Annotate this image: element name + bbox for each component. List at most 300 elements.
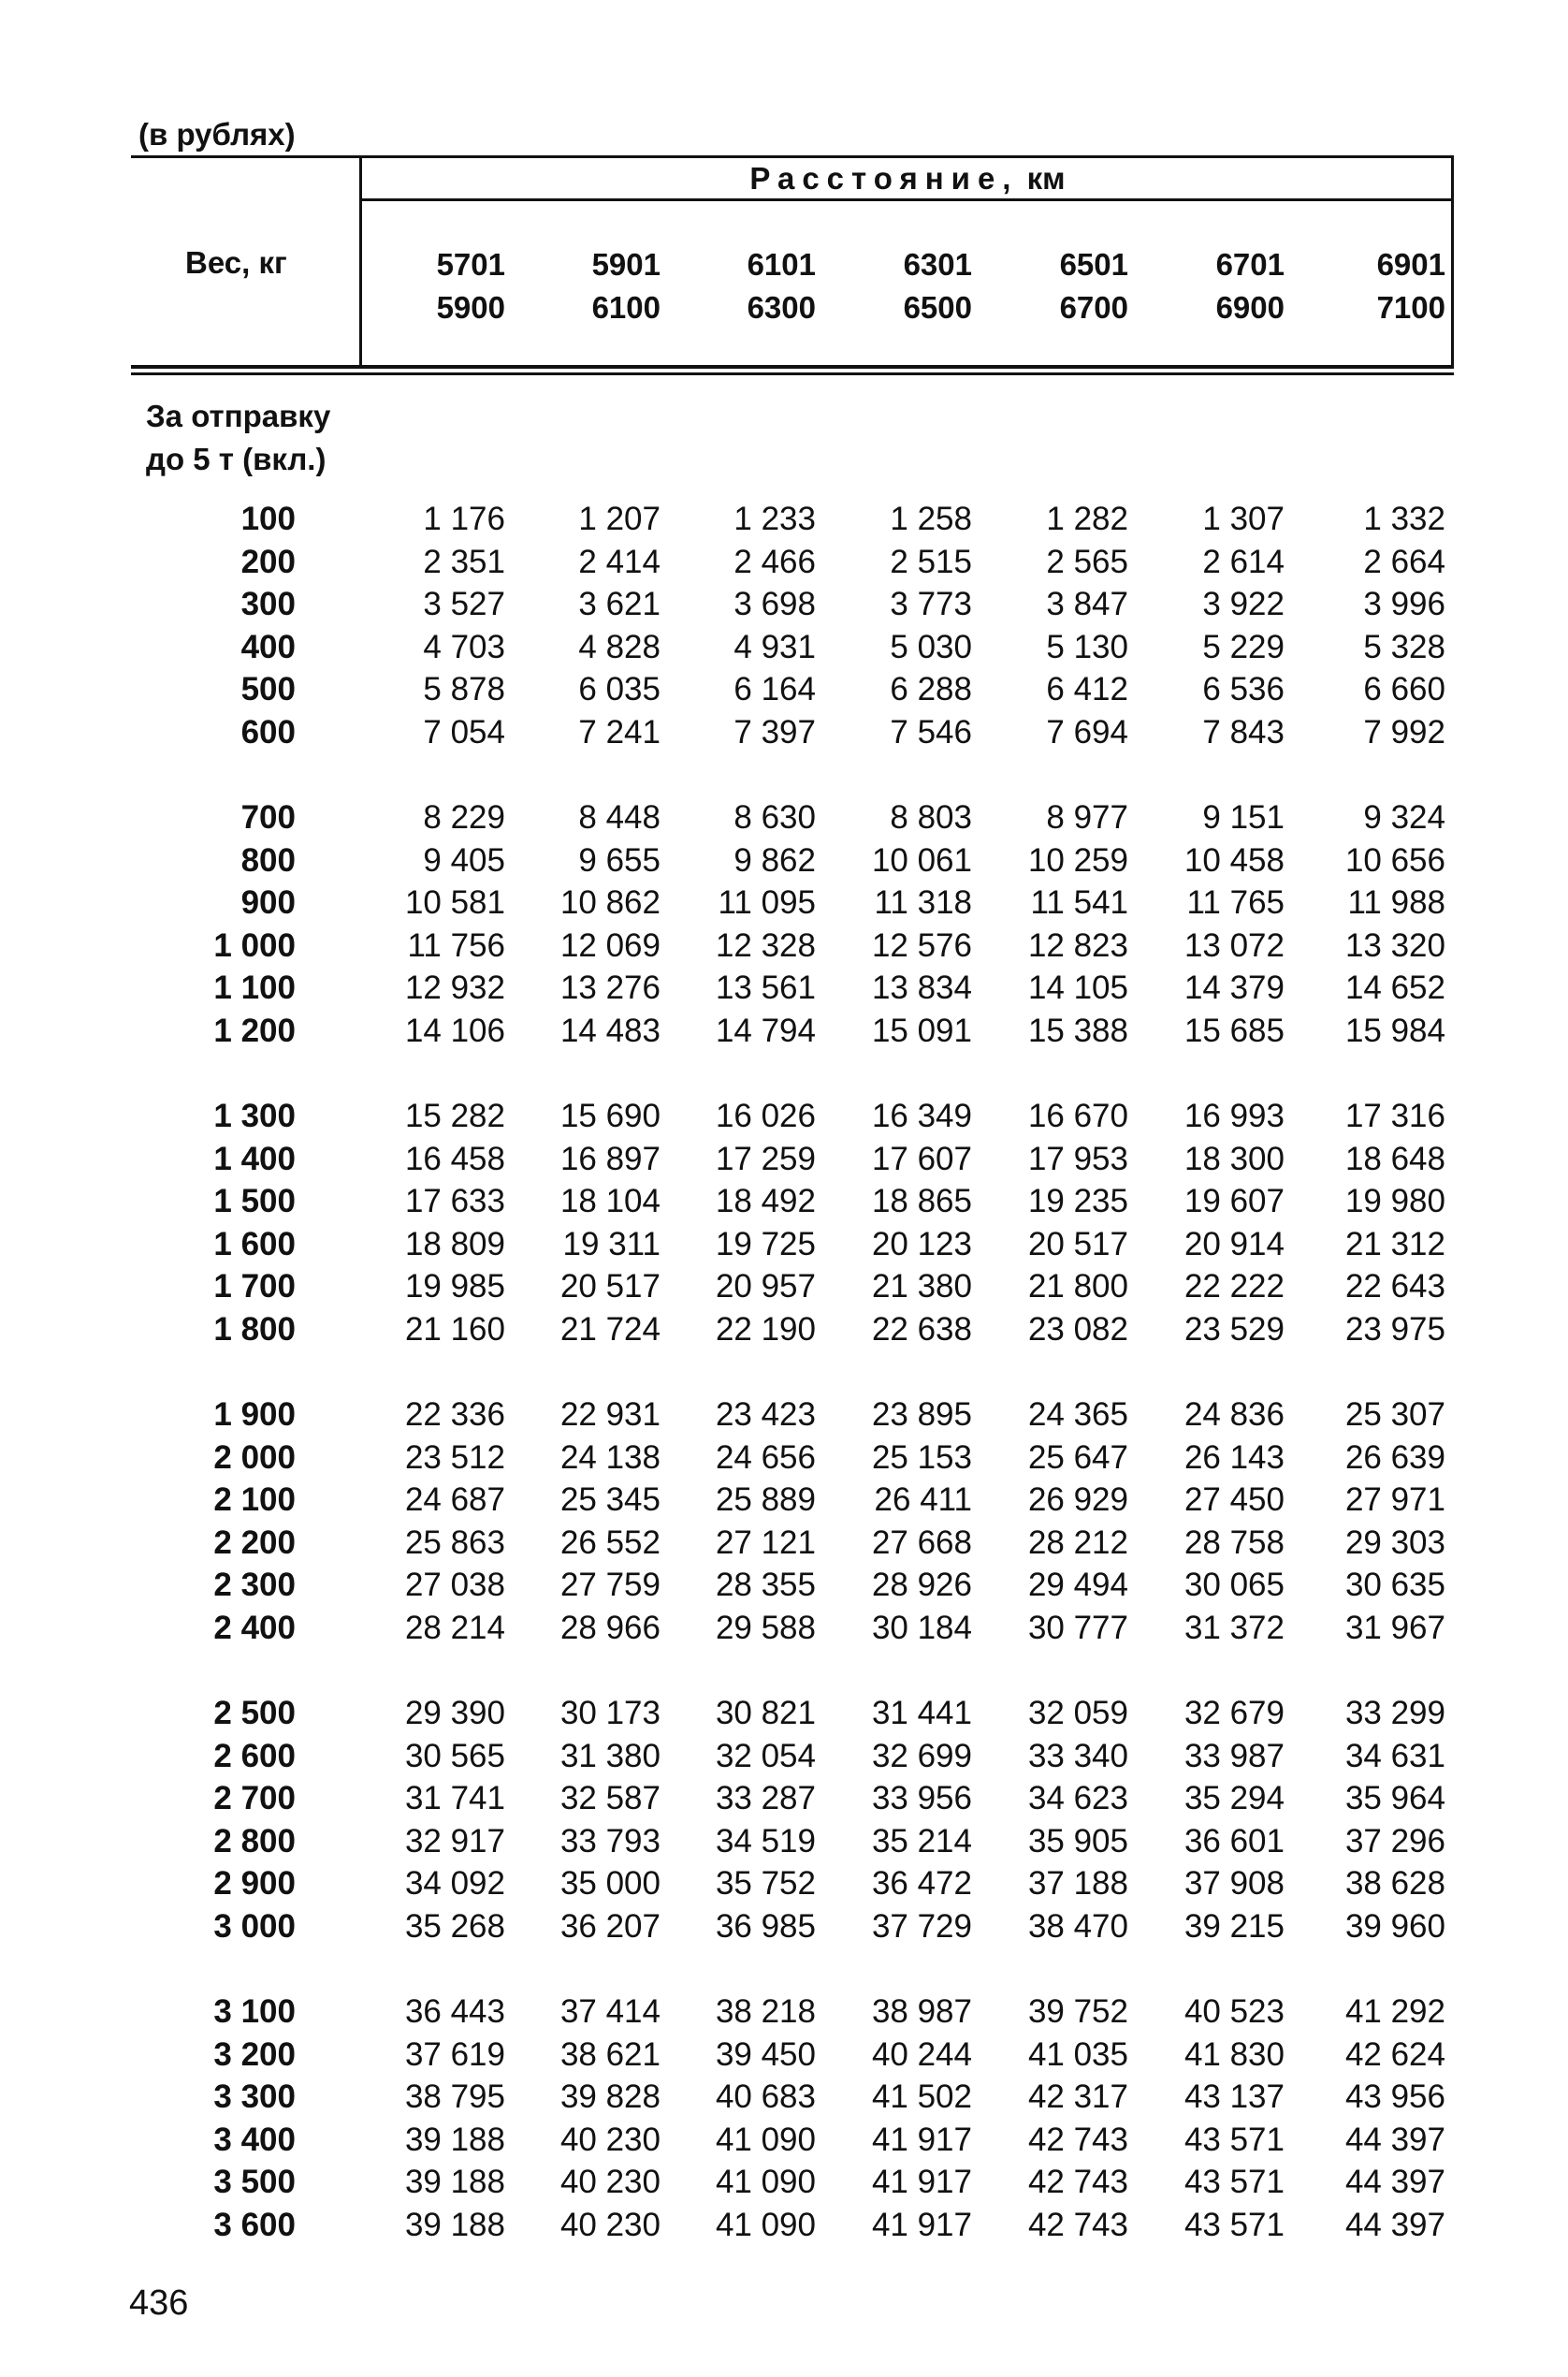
tariff-cell: 14 652 bbox=[1344, 970, 1445, 1006]
tariff-cell: 14 794 bbox=[715, 1013, 816, 1049]
tariff-cell: 15 984 bbox=[1344, 1013, 1445, 1049]
tariff-cell: 10 862 bbox=[559, 884, 661, 921]
range-to: 7100 bbox=[1376, 290, 1445, 325]
tariff-cell: 33 299 bbox=[1344, 1695, 1445, 1731]
tariff-cell: 33 987 bbox=[1183, 1738, 1285, 1774]
section-label-line-2: до 5 т (вкл.) bbox=[146, 442, 327, 476]
section-label bbox=[146, 395, 330, 481]
tariff-cell: 18 492 bbox=[715, 1183, 816, 1219]
tariff-cell: 29 588 bbox=[715, 1610, 816, 1646]
tariff-cell: 15 388 bbox=[1027, 1013, 1128, 1049]
tariff-cell: 4 931 bbox=[733, 629, 816, 665]
tariff-cell: 9 405 bbox=[423, 842, 505, 879]
tariff-cell: 33 956 bbox=[871, 1780, 972, 1816]
table-row bbox=[0, 1908, 1568, 1950]
tariff-cell: 18 809 bbox=[404, 1226, 505, 1262]
tariff-cell: 32 699 bbox=[871, 1738, 972, 1774]
distance-unit: км bbox=[1026, 161, 1066, 196]
tariff-cell: 42 743 bbox=[1027, 2207, 1128, 2243]
weight-cell: 3 300 bbox=[213, 2078, 296, 2115]
tariff-cell: 22 336 bbox=[404, 1396, 505, 1433]
tariff-cell: 40 230 bbox=[559, 2164, 661, 2200]
tariff-cell: 36 985 bbox=[715, 1908, 816, 1945]
table-row bbox=[0, 1695, 1568, 1737]
tariff-cell: 15 282 bbox=[404, 1098, 505, 1134]
tariff-cell: 41 090 bbox=[715, 2122, 816, 2158]
tariff-cell: 2 351 bbox=[423, 544, 505, 580]
tariff-cell: 28 966 bbox=[559, 1610, 661, 1646]
tariff-cell: 13 072 bbox=[1183, 927, 1285, 964]
tariff-cell: 13 561 bbox=[715, 970, 816, 1006]
tariff-cell: 5 030 bbox=[890, 629, 972, 665]
tariff-cell: 14 105 bbox=[1027, 970, 1128, 1006]
weight-cell: 1 100 bbox=[213, 970, 296, 1006]
weight-cell: 1 300 bbox=[213, 1098, 296, 1134]
weight-cell: 1 400 bbox=[213, 1141, 296, 1177]
tariff-cell: 10 656 bbox=[1344, 842, 1445, 879]
tariff-cell: 20 914 bbox=[1183, 1226, 1285, 1262]
table-row bbox=[0, 714, 1568, 756]
tariff-cell: 25 863 bbox=[404, 1524, 505, 1561]
range-from: 6501 bbox=[1059, 247, 1128, 282]
range-from: 5701 bbox=[436, 247, 505, 282]
tariff-cell: 40 523 bbox=[1183, 1993, 1285, 2030]
tariff-cell: 38 621 bbox=[559, 2036, 661, 2073]
weight-cell: 1 600 bbox=[213, 1226, 296, 1262]
tariff-cell: 30 565 bbox=[404, 1738, 505, 1774]
tariff-cell: 4 703 bbox=[423, 629, 505, 665]
tariff-cell: 37 414 bbox=[559, 1993, 661, 2030]
tariff-cell: 39 188 bbox=[404, 2164, 505, 2200]
tariff-cell: 9 151 bbox=[1202, 799, 1285, 836]
tariff-cell: 12 823 bbox=[1027, 927, 1128, 964]
table-row bbox=[0, 927, 1568, 970]
table-row bbox=[0, 1396, 1568, 1438]
tariff-cell: 7 241 bbox=[578, 714, 661, 751]
tariff-cell: 30 821 bbox=[715, 1695, 816, 1731]
range-from: 6101 bbox=[747, 247, 816, 282]
table-row bbox=[0, 1183, 1568, 1225]
weight-cell: 2 800 bbox=[213, 1823, 296, 1859]
tariff-cell: 44 397 bbox=[1344, 2207, 1445, 2243]
tariff-cell: 1 233 bbox=[733, 501, 816, 537]
tariff-cell: 27 971 bbox=[1344, 1481, 1445, 1518]
tariff-cell: 29 494 bbox=[1027, 1567, 1128, 1603]
tariff-cell: 7 992 bbox=[1363, 714, 1445, 751]
tariff-cell: 30 173 bbox=[559, 1695, 661, 1731]
tariff-cell: 41 917 bbox=[871, 2164, 972, 2200]
weight-cell: 3 500 bbox=[213, 2164, 296, 2200]
distance-label: Расстояние, bbox=[749, 161, 1019, 196]
tariff-cell: 31 741 bbox=[404, 1780, 505, 1816]
weight-cell: 3 600 bbox=[213, 2207, 296, 2243]
table-row bbox=[0, 884, 1568, 926]
distance-header bbox=[361, 161, 1454, 197]
range-from: 5901 bbox=[591, 247, 661, 282]
table-row bbox=[0, 2164, 1568, 2206]
tariff-cell: 38 987 bbox=[871, 1993, 972, 2030]
tariff-cell: 37 729 bbox=[871, 1908, 972, 1945]
tariff-cell: 7 397 bbox=[733, 714, 816, 751]
table-row bbox=[0, 1738, 1568, 1780]
tariff-cell: 43 571 bbox=[1183, 2122, 1285, 2158]
tariff-cell: 19 985 bbox=[404, 1268, 505, 1305]
tariff-cell: 38 795 bbox=[404, 2078, 505, 2115]
tariff-cell: 37 908 bbox=[1183, 1865, 1285, 1902]
tariff-cell: 12 576 bbox=[871, 927, 972, 964]
tariff-cell: 2 414 bbox=[578, 544, 661, 580]
table-row bbox=[0, 1141, 1568, 1183]
tariff-cell: 35 214 bbox=[871, 1823, 972, 1859]
tariff-cell: 3 996 bbox=[1363, 586, 1445, 622]
page-number: 436 bbox=[129, 2283, 189, 2323]
tariff-cell: 20 517 bbox=[559, 1268, 661, 1305]
tariff-cell: 24 656 bbox=[715, 1439, 816, 1476]
tariff-cell: 41 830 bbox=[1183, 2036, 1285, 2073]
tariff-cell: 8 977 bbox=[1046, 799, 1128, 836]
tariff-cell: 25 889 bbox=[715, 1481, 816, 1518]
tariff-cell: 39 188 bbox=[404, 2122, 505, 2158]
tariff-cell: 27 121 bbox=[715, 1524, 816, 1561]
tariff-cell: 38 628 bbox=[1344, 1865, 1445, 1902]
range-to: 5900 bbox=[436, 290, 505, 325]
tariff-cell: 19 311 bbox=[562, 1226, 661, 1262]
tariff-cell: 7 546 bbox=[890, 714, 972, 751]
tariff-cell: 23 975 bbox=[1344, 1311, 1445, 1348]
tariff-cell: 29 390 bbox=[404, 1695, 505, 1731]
tariff-cell: 32 054 bbox=[715, 1738, 816, 1774]
tariff-cell: 30 635 bbox=[1344, 1567, 1445, 1603]
tariff-cell: 36 601 bbox=[1183, 1823, 1285, 1859]
weight-column-header: Вес, кг bbox=[185, 245, 287, 280]
tariff-cell: 40 230 bbox=[559, 2207, 661, 2243]
tariff-cell: 8 229 bbox=[423, 799, 505, 836]
tariff-cell: 44 397 bbox=[1344, 2122, 1445, 2158]
tariff-cell: 31 380 bbox=[559, 1738, 661, 1774]
tariff-cell: 11 541 bbox=[1030, 884, 1128, 921]
tariff-cell: 26 143 bbox=[1183, 1439, 1285, 1476]
tariff-cell: 13 276 bbox=[559, 970, 661, 1006]
tariff-cell: 41 917 bbox=[871, 2122, 972, 2158]
distance-range-header bbox=[511, 243, 661, 329]
tariff-cell: 31 967 bbox=[1344, 1610, 1445, 1646]
distance-range-header bbox=[356, 243, 505, 329]
table-row bbox=[0, 2036, 1568, 2078]
tariff-cell: 8 630 bbox=[733, 799, 816, 836]
tariff-cell: 9 324 bbox=[1363, 799, 1445, 836]
tariff-cell: 42 743 bbox=[1027, 2122, 1128, 2158]
tariff-cell: 3 527 bbox=[423, 586, 505, 622]
tariff-cell: 19 725 bbox=[715, 1226, 816, 1262]
tariff-cell: 16 897 bbox=[559, 1141, 661, 1177]
weight-cell: 100 bbox=[240, 501, 296, 537]
tariff-cell: 22 190 bbox=[715, 1311, 816, 1348]
tariff-cell: 42 743 bbox=[1027, 2164, 1128, 2200]
table-row bbox=[0, 2122, 1568, 2164]
tariff-cell: 1 332 bbox=[1363, 501, 1445, 537]
tariff-cell: 30 777 bbox=[1027, 1610, 1128, 1646]
weight-cell: 2 200 bbox=[213, 1524, 296, 1561]
weight-cell: 3 100 bbox=[213, 1993, 296, 2030]
tariff-cell: 43 571 bbox=[1183, 2164, 1285, 2200]
tariff-cell: 35 905 bbox=[1027, 1823, 1128, 1859]
tariff-cell: 15 685 bbox=[1183, 1013, 1285, 1049]
tariff-cell: 43 956 bbox=[1344, 2078, 1445, 2115]
tariff-cell: 7 054 bbox=[423, 714, 505, 751]
table-row bbox=[0, 1993, 1568, 2035]
tariff-cell: 41 090 bbox=[715, 2207, 816, 2243]
tariff-cell: 8 448 bbox=[578, 799, 661, 836]
weight-cell: 900 bbox=[240, 884, 296, 921]
tariff-cell: 33 340 bbox=[1027, 1738, 1128, 1774]
tariff-cell: 7 843 bbox=[1202, 714, 1285, 751]
tariff-cell: 38 470 bbox=[1027, 1908, 1128, 1945]
tariff-cell: 19 980 bbox=[1344, 1183, 1445, 1219]
tariff-cell: 9 655 bbox=[578, 842, 661, 879]
tariff-cell: 28 212 bbox=[1027, 1524, 1128, 1561]
tariff-cell: 11 756 bbox=[407, 927, 505, 964]
tariff-cell: 41 035 bbox=[1027, 2036, 1128, 2073]
weight-cell: 2 900 bbox=[213, 1865, 296, 1902]
table-row bbox=[0, 544, 1568, 586]
tariff-cell: 39 752 bbox=[1027, 1993, 1128, 2030]
table-row bbox=[0, 1865, 1568, 1907]
tariff-cell: 10 581 bbox=[404, 884, 505, 921]
tariff-cell: 17 316 bbox=[1344, 1098, 1445, 1134]
tariff-cell: 44 397 bbox=[1344, 2164, 1445, 2200]
tariff-cell: 40 683 bbox=[715, 2078, 816, 2115]
tariff-cell: 3 847 bbox=[1046, 586, 1128, 622]
weight-cell: 2 100 bbox=[213, 1481, 296, 1518]
tariff-cell: 35 268 bbox=[404, 1908, 505, 1945]
range-from: 6901 bbox=[1376, 247, 1445, 282]
weight-cell: 1 200 bbox=[213, 1013, 296, 1049]
weight-cell: 600 bbox=[240, 714, 296, 751]
tariff-cell: 39 188 bbox=[404, 2207, 505, 2243]
table-row bbox=[0, 1098, 1568, 1140]
tariff-cell: 33 287 bbox=[715, 1780, 816, 1816]
tariff-cell: 3 773 bbox=[890, 586, 972, 622]
tariff-cell: 2 664 bbox=[1363, 544, 1445, 580]
weight-cell: 800 bbox=[240, 842, 296, 879]
table-row bbox=[0, 1439, 1568, 1481]
weight-cell: 2 600 bbox=[213, 1738, 296, 1774]
tariff-cell: 33 793 bbox=[559, 1823, 661, 1859]
section-label-line-1: За отправку bbox=[146, 399, 331, 433]
distance-range-header bbox=[666, 243, 816, 329]
tariff-cell: 20 517 bbox=[1027, 1226, 1128, 1262]
tariff-cell: 7 694 bbox=[1046, 714, 1128, 751]
range-from: 6301 bbox=[903, 247, 972, 282]
tariff-cell: 28 214 bbox=[404, 1610, 505, 1646]
tariff-cell: 37 296 bbox=[1344, 1823, 1445, 1859]
tariff-cell: 23 082 bbox=[1027, 1311, 1128, 1348]
tariff-cell: 10 061 bbox=[871, 842, 972, 879]
tariff-cell: 24 836 bbox=[1183, 1396, 1285, 1433]
tariff-cell: 37 619 bbox=[404, 2036, 505, 2073]
tariff-cell: 21 160 bbox=[404, 1311, 505, 1348]
tariff-cell: 24 365 bbox=[1027, 1396, 1128, 1433]
tariff-cell: 1 307 bbox=[1202, 501, 1285, 537]
tariff-cell: 1 282 bbox=[1046, 501, 1128, 537]
tariff-cell: 30 184 bbox=[871, 1610, 972, 1646]
weight-cell: 300 bbox=[240, 586, 296, 622]
tariff-cell: 16 349 bbox=[871, 1098, 972, 1134]
table-row bbox=[0, 2078, 1568, 2121]
tariff-cell: 39 960 bbox=[1344, 1908, 1445, 1945]
tariff-cell: 41 917 bbox=[871, 2207, 972, 2243]
tariff-cell: 21 724 bbox=[559, 1311, 661, 1348]
tariff-cell: 27 668 bbox=[871, 1524, 972, 1561]
weight-cell: 200 bbox=[240, 544, 296, 580]
weight-cell: 500 bbox=[240, 671, 296, 707]
tariff-cell: 39 828 bbox=[559, 2078, 661, 2115]
tariff-cell: 34 092 bbox=[404, 1865, 505, 1902]
tariff-cell: 26 639 bbox=[1344, 1439, 1445, 1476]
tariff-cell: 35 964 bbox=[1344, 1780, 1445, 1816]
tariff-cell: 20 123 bbox=[871, 1226, 972, 1262]
tariff-cell: 37 188 bbox=[1027, 1865, 1128, 1902]
table-row bbox=[0, 1268, 1568, 1310]
tariff-cell: 18 865 bbox=[871, 1183, 972, 1219]
tariff-cell: 15 091 bbox=[871, 1013, 972, 1049]
tariff-cell: 6 288 bbox=[890, 671, 972, 707]
weight-cell: 3 000 bbox=[213, 1908, 296, 1945]
tariff-cell: 14 483 bbox=[559, 1013, 661, 1049]
header-bottom-rule-1 bbox=[131, 365, 1454, 369]
tariff-cell: 24 687 bbox=[404, 1481, 505, 1518]
table-row bbox=[0, 1311, 1568, 1353]
weight-cell: 3 200 bbox=[213, 2036, 296, 2073]
weight-cell: 2 400 bbox=[213, 1610, 296, 1646]
tariff-cell: 11 318 bbox=[874, 884, 972, 921]
tariff-cell: 39 215 bbox=[1183, 1908, 1285, 1945]
tariff-cell: 3 698 bbox=[733, 586, 816, 622]
tariff-cell: 26 929 bbox=[1027, 1481, 1128, 1518]
tariff-cell: 25 307 bbox=[1344, 1396, 1445, 1433]
tariff-cell: 16 993 bbox=[1183, 1098, 1285, 1134]
tariff-cell: 14 379 bbox=[1183, 970, 1285, 1006]
tariff-cell: 21 800 bbox=[1027, 1268, 1128, 1305]
tariff-cell: 12 932 bbox=[404, 970, 505, 1006]
tariff-cell: 34 631 bbox=[1344, 1738, 1445, 1774]
tariff-cell: 19 607 bbox=[1183, 1183, 1285, 1219]
tariff-cell: 41 090 bbox=[715, 2164, 816, 2200]
tariff-cell: 27 038 bbox=[404, 1567, 505, 1603]
tariff-cell: 25 345 bbox=[559, 1481, 661, 1518]
range-from: 6701 bbox=[1215, 247, 1285, 282]
tariff-cell: 25 153 bbox=[871, 1439, 972, 1476]
weight-cell: 1 000 bbox=[213, 927, 296, 964]
tariff-cell: 23 423 bbox=[715, 1396, 816, 1433]
table-row bbox=[0, 1524, 1568, 1567]
tariff-cell: 17 633 bbox=[404, 1183, 505, 1219]
tariff-cell: 25 647 bbox=[1027, 1439, 1128, 1476]
tariff-cell: 38 218 bbox=[715, 1993, 816, 2030]
table-row bbox=[0, 586, 1568, 628]
distance-range-header bbox=[979, 243, 1128, 329]
tariff-cell: 28 926 bbox=[871, 1567, 972, 1603]
weight-cell: 3 400 bbox=[213, 2122, 296, 2158]
tariff-cell: 28 355 bbox=[715, 1567, 816, 1603]
tariff-cell: 19 235 bbox=[1027, 1183, 1128, 1219]
tariff-cell: 18 648 bbox=[1344, 1141, 1445, 1177]
tariff-cell: 22 931 bbox=[559, 1396, 661, 1433]
table-row bbox=[0, 501, 1568, 543]
tariff-cell: 1 176 bbox=[423, 501, 505, 537]
tariff-cell: 42 317 bbox=[1027, 2078, 1128, 2115]
tariff-cell: 26 411 bbox=[874, 1481, 972, 1518]
tariff-cell: 32 917 bbox=[404, 1823, 505, 1859]
tariff-cell: 43 137 bbox=[1183, 2078, 1285, 2115]
tariff-cell: 36 207 bbox=[559, 1908, 661, 1945]
weight-cell: 400 bbox=[240, 629, 296, 665]
table-row bbox=[0, 842, 1568, 884]
tariff-cell: 36 443 bbox=[404, 1993, 505, 2030]
weight-cell: 2 500 bbox=[213, 1695, 296, 1731]
tariff-cell: 22 638 bbox=[871, 1311, 972, 1348]
weight-cell: 1 900 bbox=[213, 1396, 296, 1433]
tariff-cell: 13 320 bbox=[1344, 927, 1445, 964]
tariff-cell: 6 164 bbox=[733, 671, 816, 707]
table-row bbox=[0, 1823, 1568, 1865]
header-top-rule bbox=[131, 155, 1454, 158]
range-to: 6500 bbox=[903, 290, 972, 325]
tariff-cell: 23 512 bbox=[404, 1439, 505, 1476]
tariff-cell: 34 623 bbox=[1027, 1780, 1128, 1816]
range-to: 6100 bbox=[591, 290, 661, 325]
table-row bbox=[0, 1226, 1568, 1268]
tariff-cell: 12 328 bbox=[715, 927, 816, 964]
tariff-cell: 13 834 bbox=[871, 970, 972, 1006]
tariff-cell: 28 758 bbox=[1183, 1524, 1285, 1561]
tariff-cell: 35 000 bbox=[559, 1865, 661, 1902]
tariff-cell: 3 621 bbox=[578, 586, 661, 622]
range-to: 6300 bbox=[747, 290, 816, 325]
tariff-cell: 18 104 bbox=[559, 1183, 661, 1219]
tariff-cell: 21 312 bbox=[1344, 1226, 1445, 1262]
tariff-cell: 43 571 bbox=[1183, 2207, 1285, 2243]
tariff-cell: 6 660 bbox=[1363, 671, 1445, 707]
tariff-cell: 6 536 bbox=[1202, 671, 1285, 707]
weight-cell: 1 700 bbox=[213, 1268, 296, 1305]
tariff-cell: 40 244 bbox=[871, 2036, 972, 2073]
weight-cell: 2 300 bbox=[213, 1567, 296, 1603]
tariff-cell: 15 690 bbox=[559, 1098, 661, 1134]
distance-range-header bbox=[822, 243, 972, 329]
table-row bbox=[0, 1013, 1568, 1055]
tariff-cell: 6 412 bbox=[1046, 671, 1128, 707]
tariff-cell: 16 458 bbox=[404, 1141, 505, 1177]
range-to: 6700 bbox=[1059, 290, 1128, 325]
tariff-cell: 32 059 bbox=[1027, 1695, 1128, 1731]
tariff-cell: 4 828 bbox=[578, 629, 661, 665]
units-note: (в рублях) bbox=[138, 117, 296, 152]
tariff-cell: 20 957 bbox=[715, 1268, 816, 1305]
tariff-cell: 35 294 bbox=[1183, 1780, 1285, 1816]
tariff-cell: 16 670 bbox=[1027, 1098, 1128, 1134]
tariff-cell: 41 502 bbox=[871, 2078, 972, 2115]
tariff-cell: 5 130 bbox=[1046, 629, 1128, 665]
tariff-cell: 22 222 bbox=[1183, 1268, 1285, 1305]
tariff-cell: 1 258 bbox=[890, 501, 972, 537]
tariff-cell: 5 328 bbox=[1363, 629, 1445, 665]
tariff-cell: 29 303 bbox=[1344, 1524, 1445, 1561]
tariff-cell: 24 138 bbox=[559, 1439, 661, 1476]
tariff-cell: 26 552 bbox=[559, 1524, 661, 1561]
tariff-cell: 12 069 bbox=[559, 927, 661, 964]
tariff-cell: 1 207 bbox=[578, 501, 661, 537]
